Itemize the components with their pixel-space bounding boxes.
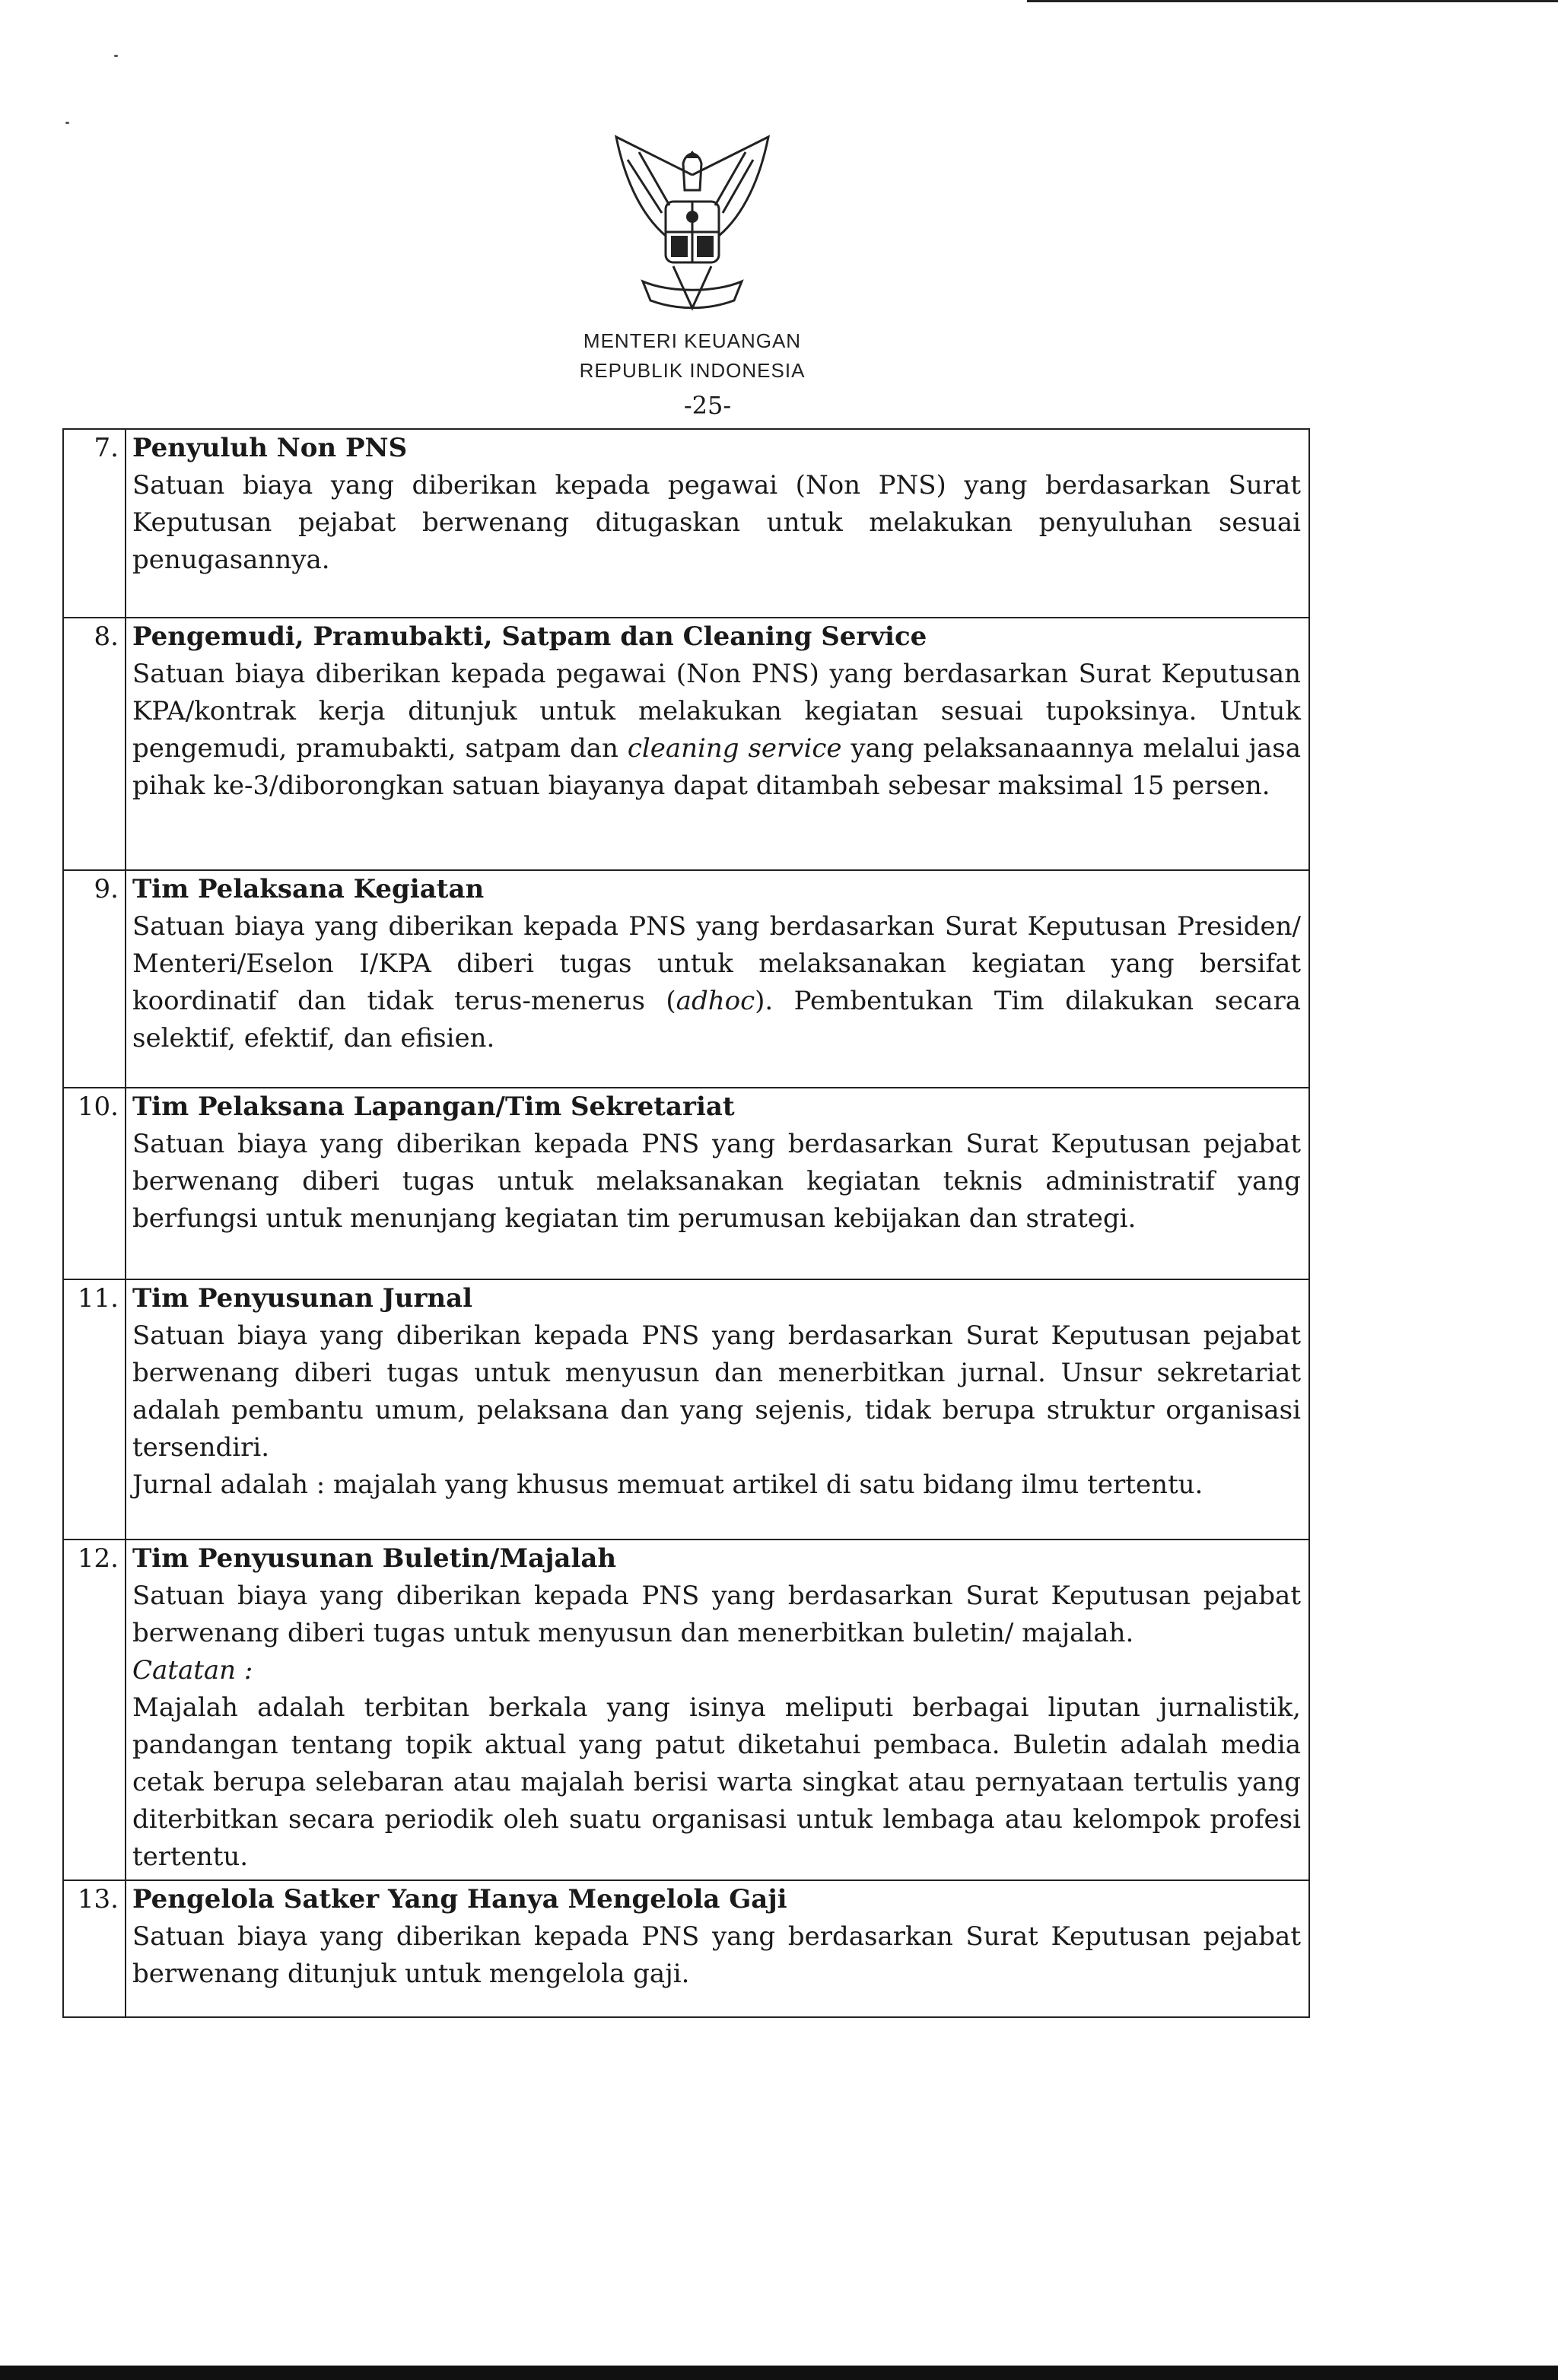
page-edge-top [1027,0,1558,2]
item-description: Satuan biaya yang diberikan kepada PNS yang berdasarkan Surat Keputusan pejabat berwenang diberi tugas untuk menyusun dan menerbitkan buletin/ majalah. [132,1581,1301,1648]
scan-speck [65,122,69,124]
item-title: Tim Pelaksana Lapangan/Tim Sekretariat [132,1091,735,1122]
note-text: Majalah adalah terbitan berkala yang isinya meliputi berbagai liputan jurnalistik, pandangan tentang topik aktual yang patut diketahui pembaca. Buletin adalah media cetak berupa selebaran atau majalah berisi warta singkat atau pernyataan tertulis yang diterbitkan secara periodik oleh suatu organisasi untuk lembaga atau kelompok profesi tertentu. [132,1692,1301,1872]
item-description-part: Satuan biaya diberikan kepada pegawai (Non PNS) yang berdasarkan Surat Keputusan KPA/kontrak kerja ditunjuk untuk melakukan kegiatan sesuai tupoksinya. Untuk pengemudi, pramubakti, satpam dan [132,659,1301,764]
item-title: Penyuluh Non PNS [132,433,408,463]
definitions-table [62,428,1310,2018]
table-row [63,1279,1309,1540]
item-number: 12. [63,1540,126,1880]
table-row [63,1880,1309,2017]
item-description-part: Satuan biaya yang diberikan kepada PNS yang berdasarkan Surat Keputusan Presiden/ Menteri/Eselon I/KPA diberi tugas untuk melaksanakan kegiatan yang bersifat koordinatif dan tidak terus-menerus ( [132,911,1301,1016]
table-row [63,1540,1309,1880]
item-cell [126,1279,1309,1540]
item-cell [126,1880,1309,2017]
item-number: 10. [63,1088,126,1279]
item-description: Satuan biaya yang diberikan kepada PNS yang berdasarkan Surat Keputusan pejabat berwenang diberi tugas untuk menyusun dan menerbitkan jurnal. Unsur sekretariat adalah pembantu umum, pelaksana dan yang sejenis, tidak berupa struktur organisasi tersendiri. [132,1320,1301,1463]
item-description: Satuan biaya yang diberikan kepada PNS yang berdasarkan Surat Keputusan pejabat berwenang diberi tugas untuk melaksanakan kegiatan teknis administratif yang berfungsi untuk menunjang kegiatan tim perumusan kebijakan dan strategi. [132,1129,1301,1234]
item-cell [126,1088,1309,1279]
item-title: Tim Penyusunan Jurnal [132,1283,473,1314]
item-number: 13. [63,1880,126,2017]
item-cell [126,1540,1309,1880]
item-description-italic: cleaning service [627,733,842,764]
item-description: Satuan biaya yang diberikan kepada pegawai (Non PNS) yang berdasarkan Surat Keputusan pejabat berwenang ditugaskan untuk melakukan penyuluhan sesuai penugasannya. [132,470,1301,575]
item-number: 7. [63,429,126,618]
ministry-title: MENTERI KEUANGAN [583,329,802,352]
item-title: Tim Penyusunan Buletin/Majalah [132,1543,617,1574]
table-row [63,870,1309,1088]
item-description-part: yang pelaksanaannya melalui jasa pihak ke-3/diborongkan satuan biayanya dapat ditambah sebesar maksimal 15 persen. [132,733,1301,801]
page-number: -25- [683,391,732,420]
item-title: Tim Pelaksana Kegiatan [132,874,485,904]
item-number: 8. [63,618,126,870]
item-description: Satuan biaya yang diberikan kepada PNS yang berdasarkan Surat Keputusan pejabat berwenang ditunjuk untuk mengelola gaji. [132,1921,1301,1989]
table-row [63,618,1309,870]
note-label: Catatan : [132,1655,253,1686]
item-description [132,908,1301,1057]
item-cell [126,618,1309,870]
item-description-italic: adhoc [676,986,755,1016]
garuda-emblem-icon [601,129,784,319]
table-row [63,429,1309,618]
scan-speck [114,55,118,57]
item-title: Pengelola Satker Yang Hanya Mengelola Gaji [132,1884,787,1914]
page-edge-bottom [0,2366,1558,2380]
item-cell [126,429,1309,618]
item-number: 11. [63,1279,126,1540]
item-definition-note: Jurnal adalah : majalah yang khusus memuat artikel di satu bidang ilmu tertentu. [132,1470,1203,1500]
item-description-part: ). Pembentukan Tim dilakukan secara selektif, efektif, dan efisien. [132,986,1301,1053]
table-row [63,1088,1309,1279]
item-number: 9. [63,870,126,1088]
item-cell [126,870,1309,1088]
item-description [132,656,1301,805]
item-title: Pengemudi, Pramubakti, Satpam dan Cleaning Service [132,621,927,652]
ministry-subtitle: REPUBLIK INDONESIA [579,359,806,382]
